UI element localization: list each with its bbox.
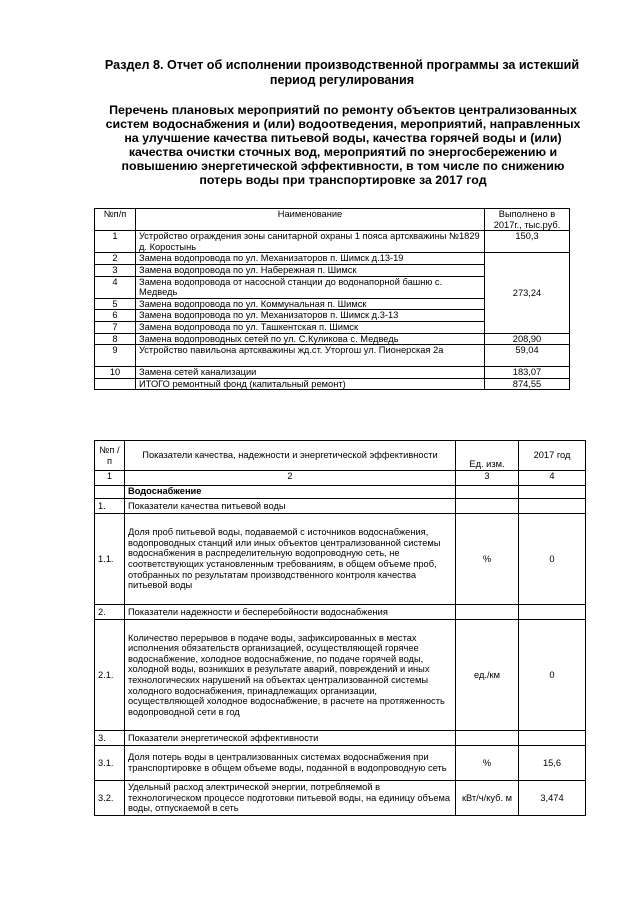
table-row — [95, 253, 570, 265]
row-name: Замена сетей канализации — [136, 367, 485, 379]
row-value: 3,474 — [519, 781, 586, 816]
row-num: 3. — [95, 731, 125, 746]
row-name: Устройство ограждения зоны санитарной охраны 1 пояса артскважины №1829 д. Коростынь — [136, 231, 485, 253]
row-num: 5 — [95, 298, 136, 310]
index-c1: 1 — [95, 471, 125, 486]
table-row — [95, 746, 586, 781]
table-row — [95, 367, 570, 379]
row-name: Замена водопровода по ул. Механизаторов п. Шимск д.13-19 — [136, 253, 485, 265]
header-num: №п /п — [95, 441, 125, 471]
table-row — [95, 605, 586, 620]
table-header-row — [95, 441, 586, 471]
group-value: 273,24 — [485, 253, 570, 333]
row-num: 3.2. — [95, 781, 125, 816]
row-name: Показатели качества питьевой воды — [125, 499, 456, 514]
header-name: Наименование — [136, 209, 485, 231]
row-value: 208,90 — [485, 333, 570, 345]
row-value: 183,07 — [485, 367, 570, 379]
row-name: Доля проб питьевой воды, подаваемой с источников водоснабжения, водопроводных станций или иных объектов централизованной системы водоснабжения в распределительную водопроводную сеть, не соответствующих установленным требованиям, в общем объеме проб, отобранных по результатам производственного контроля качества питьевой воды — [125, 514, 456, 605]
header-year: 2017 год — [519, 441, 586, 471]
row-num: 3.1. — [95, 746, 125, 781]
total-name: ИТОГО ремонтный фонд (капитальный ремонт) — [136, 378, 485, 390]
section-row — [95, 486, 586, 499]
row-name: Замена водопровода по ул. Коммунальная п. Шимск — [136, 298, 485, 310]
header-unit: Ед. изм. — [456, 441, 519, 471]
row-unit — [456, 605, 519, 620]
row-name: Показатели энергетической эффективности — [125, 731, 456, 746]
section-num — [95, 486, 125, 499]
table-row — [95, 514, 586, 605]
row-unit — [456, 499, 519, 514]
header-num: №п/п — [95, 209, 136, 231]
list-subtitle: Перечень плановых мероприятий по ремонту объектов централизованных систем водоснабжения и (или) водоотведения, мероприятий, направленных на улучшение качества питьевой воды, качества горячей воды и (или) качества очистки сточных вод, мероприятий по энергосбережению и повышению энергетической эффективности, в том числе по снижению потерь воды при транспортировке за 2017 год — [105, 103, 581, 187]
row-name: Устройство павильона артскважины жд.ст. Уторгош ул. Пионерская 2а — [136, 345, 485, 367]
table-row — [95, 620, 586, 731]
total-value: 874,55 — [485, 378, 570, 390]
row-name: Замена водопровода по ул. Механизаторов п. Шимск д.3-13 — [136, 310, 485, 322]
row-unit: % — [456, 514, 519, 605]
row-unit — [456, 731, 519, 746]
table-header-row — [95, 209, 570, 231]
row-name: Показатели надежности и бесперебойности водоснабжения — [125, 605, 456, 620]
index-c3: 3 — [456, 471, 519, 486]
row-unit: ед./км — [456, 620, 519, 731]
row-num: 2.1. — [95, 620, 125, 731]
row-name: Доля потерь воды в централизованных системах водоснабжения при транспортировке в общем объеме воды, поданной в водопроводную сеть — [125, 746, 456, 781]
row-num: 10 — [95, 367, 136, 379]
row-value — [519, 731, 586, 746]
total-num — [95, 378, 136, 390]
row-num: 1 — [95, 231, 136, 253]
row-num: 8 — [95, 333, 136, 345]
row-name: Удельный расход электрической энергии, потребляемой в технологическом процессе подготовки питьевой воды, на единицу объема воды, отпускаемой в сеть — [125, 781, 456, 816]
section-value — [519, 486, 586, 499]
row-value: 59,04 — [485, 345, 570, 367]
section-label: Водоснабжение — [125, 486, 456, 499]
row-value: 150,3 — [485, 231, 570, 253]
table-row — [95, 333, 570, 345]
row-name: Замена водопровода от насосной станции до водонапорной башню с. Медведь — [136, 276, 485, 298]
section-unit — [456, 486, 519, 499]
total-row — [95, 378, 570, 390]
row-num: 7 — [95, 321, 136, 333]
header-name: Показатели качества, надежности и энергетической эффективности — [125, 441, 456, 471]
indicators-table — [94, 440, 586, 816]
row-name: Замена водопровода по ул. Ташкентская п. Шимск — [136, 321, 485, 333]
row-num: 3 — [95, 264, 136, 276]
table-row — [95, 231, 570, 253]
index-c2: 2 — [125, 471, 456, 486]
row-unit: кВт/ч/куб. м — [456, 781, 519, 816]
table-row — [95, 345, 570, 367]
row-value: 15,6 — [519, 746, 586, 781]
row-num: 1. — [95, 499, 125, 514]
row-unit: % — [456, 746, 519, 781]
row-num: 6 — [95, 310, 136, 322]
repairs-table — [94, 208, 570, 390]
row-name: Количество перерывов в подаче воды, зафиксированных в местах исполнения обязательств организацией, осуществляющей горячее водоснабжение, холодное водоснабжение, по подаче горячей воды, холодной воды, возникших в результате аварий, повреждений и иных технологических нарушений на объектах централизованной системы холодного водоснабжения, принадлежащих организации, осуществляющей холодное водоснабжение, в расчете на протяженность водопроводной сети в год — [125, 620, 456, 731]
header-done: Выполнено в 2017г., тыс.руб. — [485, 209, 570, 231]
row-value: 0 — [519, 514, 586, 605]
index-row — [95, 471, 586, 486]
row-name: Замена водопроводных сетей по ул. С.Куликова с. Медведь — [136, 333, 485, 345]
row-num: 4 — [95, 276, 136, 298]
row-value: 0 — [519, 620, 586, 731]
index-c4: 4 — [519, 471, 586, 486]
row-value — [519, 605, 586, 620]
row-num: 2. — [95, 605, 125, 620]
table-row — [95, 731, 586, 746]
row-num: 9 — [95, 345, 136, 367]
row-value — [519, 499, 586, 514]
table-row — [95, 781, 586, 816]
row-name: Замена водопровода по ул. Набережная п. Шимск — [136, 264, 485, 276]
row-num: 2 — [95, 253, 136, 265]
table-row — [95, 499, 586, 514]
row-num: 1.1. — [95, 514, 125, 605]
section-title: Раздел 8. Отчет об исполнении производственной программы за истекший период регулирования — [104, 58, 580, 87]
